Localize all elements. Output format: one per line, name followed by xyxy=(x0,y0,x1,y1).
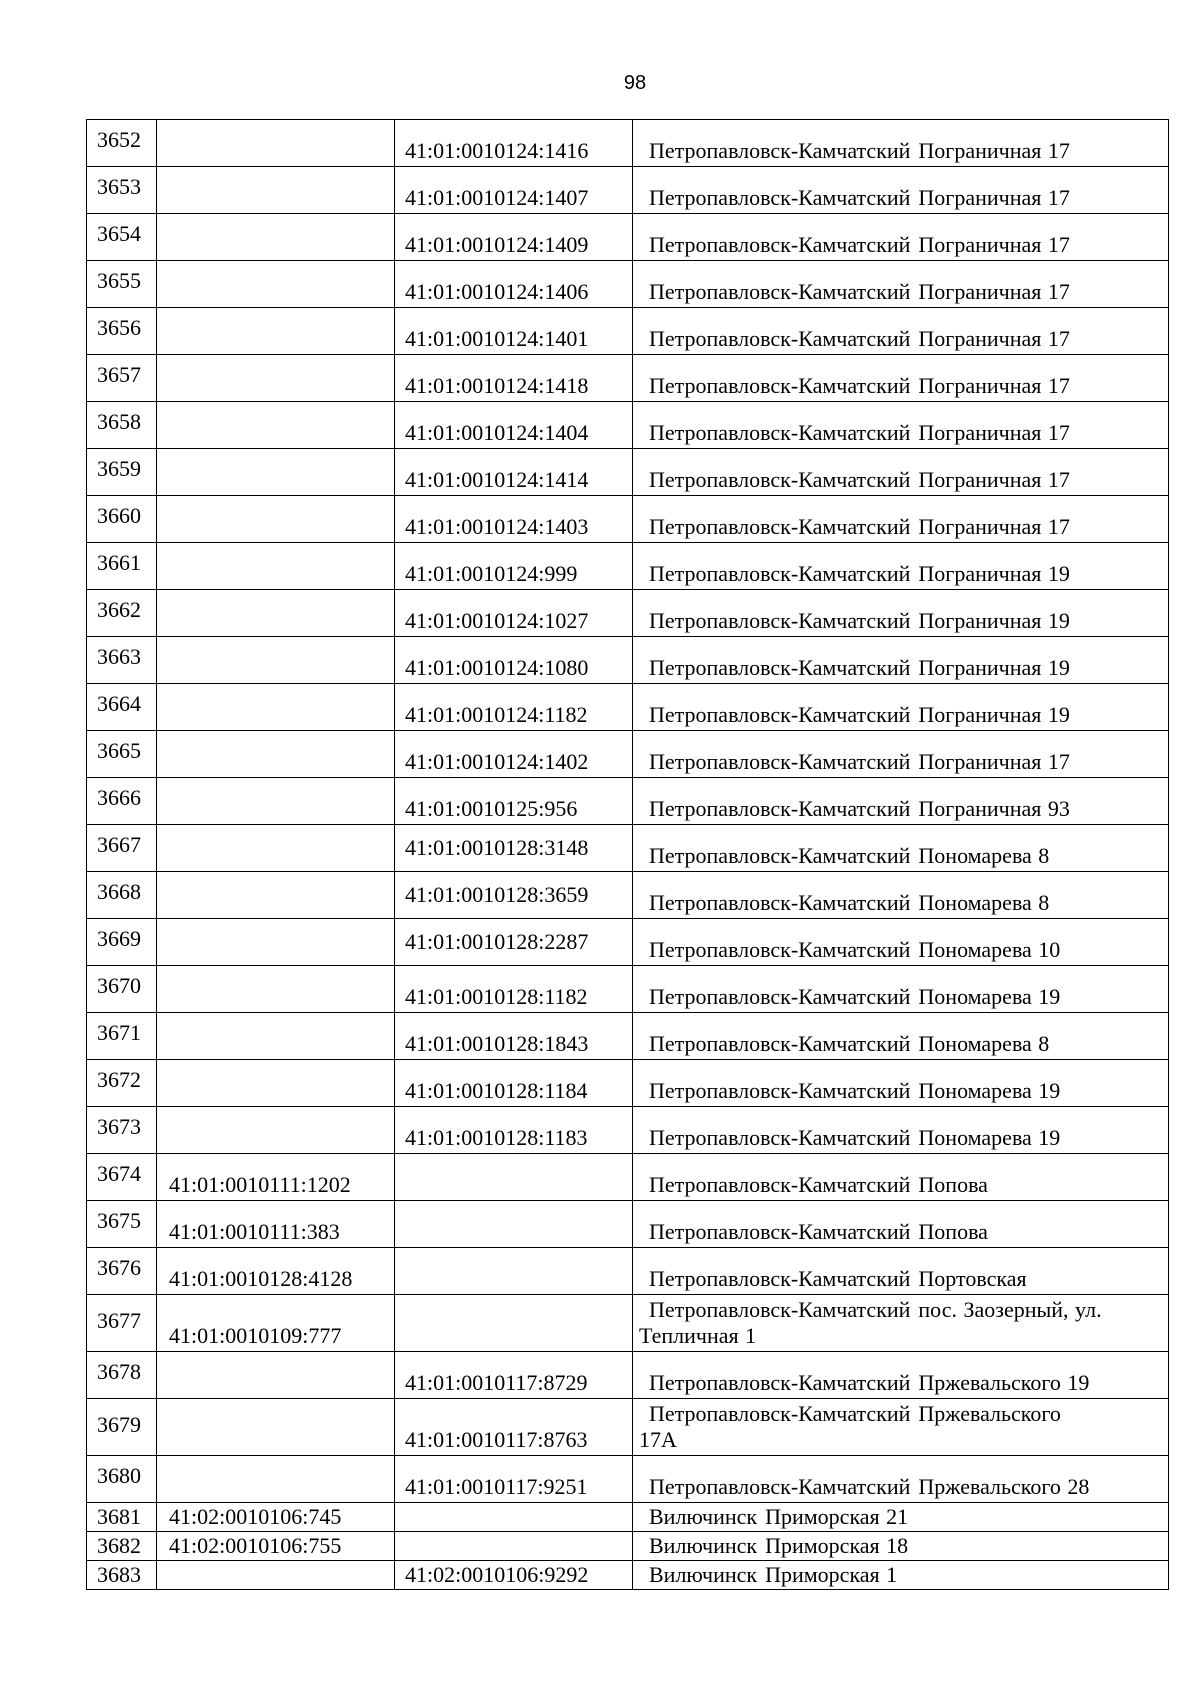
cadastral-number-b: 41:01:0010124:1407 xyxy=(395,167,633,214)
address-cell xyxy=(633,590,1169,637)
address-city: Петропавловск-Камчатский xyxy=(649,937,911,962)
cadastral-number-b: 41:01:0010124:1182 xyxy=(395,684,633,731)
cadastral-number-b: 41:01:0010124:1027 xyxy=(395,590,633,637)
cadastral-number-b xyxy=(395,1503,633,1532)
address-city: Петропавловск-Камчатский xyxy=(649,185,911,210)
table-row xyxy=(87,825,1169,872)
address-cell xyxy=(633,919,1169,966)
cadastral-number-a xyxy=(157,1352,395,1399)
address-city: Петропавловск-Камчатский xyxy=(649,796,911,821)
cadastral-number-a xyxy=(157,1013,395,1060)
address-cell xyxy=(633,1561,1169,1590)
table-row xyxy=(87,1154,1169,1201)
cadastral-number-a xyxy=(157,261,395,308)
row-number-cell xyxy=(87,1060,157,1107)
address-cell xyxy=(633,1060,1169,1107)
row-number-cell xyxy=(87,120,157,167)
cadastral-number-b xyxy=(395,1248,633,1295)
table-row xyxy=(87,1561,1169,1590)
address-cell xyxy=(633,1352,1169,1399)
address-city: Петропавловск-Камчатский xyxy=(649,1172,911,1197)
cadastral-number-a xyxy=(157,966,395,1013)
row-number-cell xyxy=(87,355,157,402)
cadastral-number-a: 41:02:0010106:745 xyxy=(157,1503,395,1532)
address-street: Пономарева 19 xyxy=(918,984,1061,1009)
address-city: Петропавловск-Камчатский xyxy=(649,749,911,774)
address-cell xyxy=(633,731,1169,778)
address-city: Петропавловск-Камчатский xyxy=(649,1474,911,1499)
address-city: Вилючинск xyxy=(649,1504,758,1529)
address-street: Пограничная 19 xyxy=(918,608,1070,633)
row-number: 3661 xyxy=(97,550,141,575)
address-city: Петропавловск-Камчатский xyxy=(649,373,911,398)
address-street: Пономарева 10 xyxy=(918,937,1061,962)
registry-table xyxy=(86,119,1169,1590)
address-cell xyxy=(633,355,1169,402)
cadastral-number-a xyxy=(157,1399,395,1456)
table-row xyxy=(87,1295,1169,1352)
address-street-continued: 17А xyxy=(639,1427,677,1452)
address-street: Пржевальского xyxy=(918,1401,1061,1426)
cadastral-number-b: 41:01:0010124:1416 xyxy=(395,120,633,167)
cadastral-number-b: 41:01:0010128:3148 xyxy=(395,825,633,872)
cadastral-number-a xyxy=(157,825,395,872)
table-row xyxy=(87,355,1169,402)
address-city: Вилючинск xyxy=(649,1533,758,1558)
cadastral-number-a xyxy=(157,308,395,355)
row-number: 3674 xyxy=(97,1161,141,1186)
address-cell xyxy=(633,496,1169,543)
table-row xyxy=(87,1107,1169,1154)
address-city: Петропавловск-Камчатский xyxy=(649,1297,911,1322)
address-cell xyxy=(633,872,1169,919)
address-cell xyxy=(633,1107,1169,1154)
cadastral-number-b: 41:01:0010128:1843 xyxy=(395,1013,633,1060)
row-number: 3680 xyxy=(97,1463,141,1488)
table-row xyxy=(87,167,1169,214)
address-city: Петропавловск-Камчатский xyxy=(649,514,911,539)
cadastral-number-b: 41:01:0010124:1406 xyxy=(395,261,633,308)
table-row xyxy=(87,637,1169,684)
address-cell xyxy=(633,1456,1169,1503)
address-street: Пограничная 17 xyxy=(918,420,1070,445)
address-cell xyxy=(633,1201,1169,1248)
address-city: Петропавловск-Камчатский xyxy=(649,843,911,868)
table-row xyxy=(87,120,1169,167)
address-street: Пономарева 19 xyxy=(918,1078,1061,1103)
address-street: Портовская xyxy=(918,1266,1027,1291)
address-street: Пограничная 19 xyxy=(918,702,1070,727)
table-row xyxy=(87,261,1169,308)
address-city: Петропавловск-Камчатский xyxy=(649,1031,911,1056)
address-city: Петропавловск-Камчатский xyxy=(649,561,911,586)
table-row xyxy=(87,308,1169,355)
row-number-cell xyxy=(87,214,157,261)
cadastral-number-a: 41:01:0010128:4128 xyxy=(157,1248,395,1295)
row-number: 3665 xyxy=(97,738,141,763)
row-number-cell xyxy=(87,1201,157,1248)
address-street: Пограничная 17 xyxy=(918,326,1070,351)
cadastral-number-b: 41:01:0010128:2287 xyxy=(395,919,633,966)
row-number: 3671 xyxy=(97,1020,141,1045)
cadastral-number-a xyxy=(157,402,395,449)
table-row xyxy=(87,919,1169,966)
address-cell xyxy=(633,1295,1169,1352)
row-number-cell xyxy=(87,1399,157,1456)
address-street: Приморская 18 xyxy=(765,1533,909,1558)
cadastral-number-b: 41:01:0010117:8729 xyxy=(395,1352,633,1399)
address-city: Петропавловск-Камчатский xyxy=(649,702,911,727)
cadastral-number-a xyxy=(157,778,395,825)
address-street: Попова xyxy=(918,1219,988,1244)
table-row xyxy=(87,1201,1169,1248)
row-number-cell xyxy=(87,496,157,543)
cadastral-number-b: 41:01:0010117:9251 xyxy=(395,1456,633,1503)
address-cell xyxy=(633,308,1169,355)
registry-table-body xyxy=(87,120,1169,1590)
cadastral-number-a xyxy=(157,872,395,919)
row-number-cell xyxy=(87,1503,157,1532)
row-number: 3673 xyxy=(97,1114,141,1139)
row-number-cell xyxy=(87,167,157,214)
address-street: Пономарева 8 xyxy=(918,890,1050,915)
address-street: Приморская 21 xyxy=(765,1504,909,1529)
row-number-cell xyxy=(87,543,157,590)
table-row xyxy=(87,449,1169,496)
row-number: 3660 xyxy=(97,503,141,528)
row-number-cell xyxy=(87,1107,157,1154)
address-city: Петропавловск-Камчатский xyxy=(649,890,911,915)
row-number: 3653 xyxy=(97,174,141,199)
address-street: Пономарева 19 xyxy=(918,1125,1061,1150)
row-number: 3666 xyxy=(97,785,141,810)
row-number-cell xyxy=(87,1561,157,1590)
table-row xyxy=(87,778,1169,825)
table-row xyxy=(87,1456,1169,1503)
address-city: Петропавловск-Камчатский xyxy=(649,1219,911,1244)
row-number: 3676 xyxy=(97,1255,141,1280)
cadastral-number-a xyxy=(157,355,395,402)
cadastral-number-b: 41:01:0010124:1403 xyxy=(395,496,633,543)
address-cell xyxy=(633,637,1169,684)
address-cell xyxy=(633,1248,1169,1295)
address-cell xyxy=(633,1503,1169,1532)
row-number: 3654 xyxy=(97,221,141,246)
address-street: Пограничная 17 xyxy=(918,279,1070,304)
row-number-cell xyxy=(87,1154,157,1201)
row-number-cell xyxy=(87,872,157,919)
address-city: Петропавловск-Камчатский xyxy=(649,984,911,1009)
row-number: 3667 xyxy=(97,832,141,857)
cadastral-number-b: 41:01:0010128:3659 xyxy=(395,872,633,919)
cadastral-number-b xyxy=(395,1295,633,1352)
address-city: Петропавловск-Камчатский xyxy=(649,1370,911,1395)
row-number: 3663 xyxy=(97,644,141,669)
row-number-cell xyxy=(87,1248,157,1295)
address-street: Пограничная 17 xyxy=(918,749,1070,774)
address-cell xyxy=(633,214,1169,261)
cadastral-number-a xyxy=(157,684,395,731)
table-row xyxy=(87,684,1169,731)
address-street-continued: Тепличная 1 xyxy=(639,1323,757,1348)
row-number-cell xyxy=(87,966,157,1013)
table-row xyxy=(87,1248,1169,1295)
row-number-cell xyxy=(87,261,157,308)
address-cell xyxy=(633,684,1169,731)
address-cell xyxy=(633,966,1169,1013)
table-row xyxy=(87,1060,1169,1107)
table-row xyxy=(87,731,1169,778)
address-cell xyxy=(633,825,1169,872)
address-cell xyxy=(633,778,1169,825)
address-street: Пограничная 19 xyxy=(918,561,1070,586)
row-number: 3657 xyxy=(97,362,141,387)
row-number-cell xyxy=(87,308,157,355)
cadastral-number-a xyxy=(157,590,395,637)
address-city: Петропавловск-Камчатский xyxy=(649,608,911,633)
address-city: Петропавловск-Камчатский xyxy=(649,138,911,163)
address-city: Петропавловск-Камчатский xyxy=(649,1401,911,1426)
row-number: 3683 xyxy=(97,1562,141,1587)
cadastral-number-a xyxy=(157,1060,395,1107)
cadastral-number-a xyxy=(157,214,395,261)
table-row xyxy=(87,543,1169,590)
cadastral-number-a xyxy=(157,1107,395,1154)
row-number-cell xyxy=(87,402,157,449)
row-number: 3664 xyxy=(97,691,141,716)
cadastral-number-b: 41:01:0010125:956 xyxy=(395,778,633,825)
row-number: 3682 xyxy=(97,1533,141,1558)
cadastral-number-b: 41:01:0010124:999 xyxy=(395,543,633,590)
address-street: пос. Заозерный, ул. xyxy=(918,1297,1102,1322)
row-number-cell xyxy=(87,825,157,872)
row-number: 3675 xyxy=(97,1208,141,1233)
address-city: Петропавловск-Камчатский xyxy=(649,326,911,351)
page-number: 98 xyxy=(623,72,647,94)
table-row xyxy=(87,1399,1169,1456)
address-cell xyxy=(633,1013,1169,1060)
address-street: Пограничная 17 xyxy=(918,232,1070,257)
row-number-cell xyxy=(87,1352,157,1399)
address-city: Петропавловск-Камчатский xyxy=(649,655,911,680)
address-cell xyxy=(633,261,1169,308)
address-city: Петропавловск-Камчатский xyxy=(649,279,911,304)
row-number-cell xyxy=(87,1295,157,1352)
cadastral-number-b xyxy=(395,1532,633,1561)
row-number-cell xyxy=(87,778,157,825)
row-number: 3677 xyxy=(97,1308,141,1333)
row-number-cell xyxy=(87,1532,157,1561)
table-row xyxy=(87,872,1169,919)
table-row xyxy=(87,1503,1169,1532)
cadastral-number-a: 41:01:0010111:1202 xyxy=(157,1154,395,1201)
row-number: 3672 xyxy=(97,1067,141,1092)
cadastral-number-b: 41:01:0010124:1080 xyxy=(395,637,633,684)
address-cell xyxy=(633,120,1169,167)
cadastral-number-b: 41:01:0010128:1184 xyxy=(395,1060,633,1107)
row-number-cell xyxy=(87,684,157,731)
address-city: Вилючинск xyxy=(649,1562,758,1587)
cadastral-number-a xyxy=(157,919,395,966)
row-number: 3670 xyxy=(97,973,141,998)
address-street: Попова xyxy=(918,1172,988,1197)
row-number: 3669 xyxy=(97,926,141,951)
row-number: 3656 xyxy=(97,315,141,340)
address-street: Пограничная 93 xyxy=(918,796,1070,821)
address-street: Пограничная 17 xyxy=(918,138,1070,163)
cadastral-number-b: 41:01:0010124:1414 xyxy=(395,449,633,496)
address-street: Пограничная 17 xyxy=(918,514,1070,539)
row-number-cell xyxy=(87,590,157,637)
address-street: Пограничная 17 xyxy=(918,467,1070,492)
address-cell xyxy=(633,1154,1169,1201)
cadastral-number-a xyxy=(157,449,395,496)
cadastral-number-b: 41:01:0010128:1183 xyxy=(395,1107,633,1154)
row-number-cell xyxy=(87,1456,157,1503)
table-row xyxy=(87,1352,1169,1399)
row-number: 3659 xyxy=(97,456,141,481)
table-row xyxy=(87,496,1169,543)
cadastral-number-a xyxy=(157,496,395,543)
address-cell xyxy=(633,1532,1169,1561)
address-street: Пограничная 17 xyxy=(918,373,1070,398)
address-city: Петропавловск-Камчатский xyxy=(649,420,911,445)
row-number: 3655 xyxy=(97,268,141,293)
address-city: Петропавловск-Камчатский xyxy=(649,1266,911,1291)
table-row xyxy=(87,590,1169,637)
table-row xyxy=(87,1532,1169,1561)
cadastral-number-b xyxy=(395,1154,633,1201)
row-number-cell xyxy=(87,637,157,684)
cadastral-number-b xyxy=(395,1201,633,1248)
cadastral-number-a xyxy=(157,543,395,590)
address-street: Пограничная 17 xyxy=(918,185,1070,210)
row-number-cell xyxy=(87,919,157,966)
address-city: Петропавловск-Камчатский xyxy=(649,467,911,492)
cadastral-number-b: 41:01:0010124:1404 xyxy=(395,402,633,449)
cadastral-number-a xyxy=(157,167,395,214)
row-number-cell xyxy=(87,731,157,778)
cadastral-number-b: 41:01:0010124:1409 xyxy=(395,214,633,261)
cadastral-number-b: 41:01:0010117:8763 xyxy=(395,1399,633,1456)
table-row xyxy=(87,1013,1169,1060)
row-number: 3679 xyxy=(97,1412,141,1437)
table-row xyxy=(87,214,1169,261)
address-street: Пржевальского 19 xyxy=(918,1370,1090,1395)
address-cell xyxy=(633,449,1169,496)
cadastral-number-a: 41:02:0010106:755 xyxy=(157,1532,395,1561)
cadastral-number-a xyxy=(157,637,395,684)
row-number-cell xyxy=(87,449,157,496)
cadastral-number-b: 41:01:0010124:1418 xyxy=(395,355,633,402)
cadastral-number-a: 41:01:0010109:777 xyxy=(157,1295,395,1352)
address-cell xyxy=(633,1399,1169,1456)
row-number-cell xyxy=(87,1013,157,1060)
row-number: 3681 xyxy=(97,1504,141,1529)
row-number: 3668 xyxy=(97,879,141,904)
address-street: Приморская 1 xyxy=(765,1562,898,1587)
table-row xyxy=(87,402,1169,449)
address-street: Пономарева 8 xyxy=(918,1031,1050,1056)
address-cell xyxy=(633,402,1169,449)
cadastral-number-b: 41:01:0010124:1402 xyxy=(395,731,633,778)
row-number: 3662 xyxy=(97,597,141,622)
cadastral-number-a xyxy=(157,731,395,778)
row-number: 3652 xyxy=(97,127,141,152)
address-city: Петропавловск-Камчатский xyxy=(649,232,911,257)
cadastral-number-b: 41:01:0010128:1182 xyxy=(395,966,633,1013)
cadastral-number-a xyxy=(157,1561,395,1590)
row-number: 3678 xyxy=(97,1359,141,1384)
cadastral-number-a xyxy=(157,1456,395,1503)
address-cell xyxy=(633,167,1169,214)
address-city: Петропавловск-Камчатский xyxy=(649,1125,911,1150)
address-city: Петропавловск-Камчатский xyxy=(649,1078,911,1103)
cadastral-number-b: 41:02:0010106:9292 xyxy=(395,1561,633,1590)
row-number: 3658 xyxy=(97,409,141,434)
address-street: Пономарева 8 xyxy=(918,843,1050,868)
address-street: Пржевальского 28 xyxy=(918,1474,1090,1499)
cadastral-number-b: 41:01:0010124:1401 xyxy=(395,308,633,355)
address-street: Пограничная 19 xyxy=(918,655,1070,680)
address-cell xyxy=(633,543,1169,590)
cadastral-number-a xyxy=(157,120,395,167)
table-row xyxy=(87,966,1169,1013)
cadastral-number-a: 41:01:0010111:383 xyxy=(157,1201,395,1248)
